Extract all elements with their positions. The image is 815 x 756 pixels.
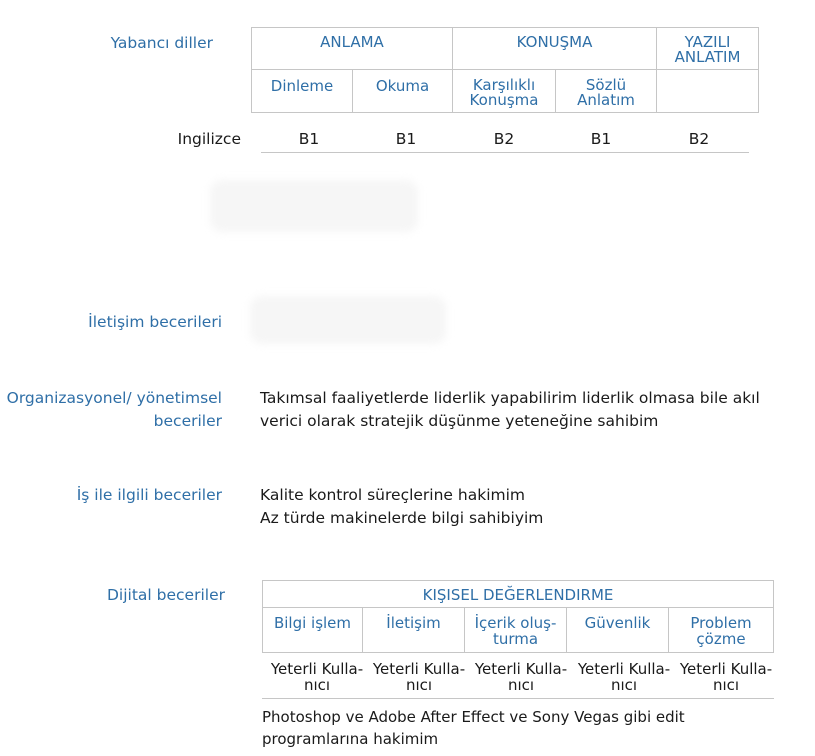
blurred-block	[250, 296, 446, 344]
digital-text: Photoshop ve Adobe After Effect ve Sony Vegas gibi edit programlarına hakimim	[262, 708, 685, 748]
row-underline	[261, 152, 749, 153]
language-name: Ingilizce	[177, 130, 241, 148]
level-yazili: B2	[688, 130, 710, 148]
job-text: Kalite kontrol süreçlerine hakimim Az türde makinelerde bilgi sahibiyim	[260, 486, 544, 527]
organizational-label: Organizasyonel/ yönetimsel beceriler	[6, 389, 222, 430]
digital-val-iletisim: Yeterli Kulla- nıcı	[372, 660, 466, 694]
digital-col-icerik: İçerik oluş- turma	[464, 607, 567, 653]
digital-col-iletisim: İletişim	[362, 607, 465, 653]
blurred-block	[210, 180, 418, 232]
digital-val-icerik: Yeterli Kulla- nıcı	[474, 660, 568, 694]
level-sozlu: B1	[590, 130, 612, 148]
digital-row-underline	[262, 698, 774, 699]
level-karsilikli: B2	[493, 130, 515, 148]
digital-label: Dijital beceriler	[107, 586, 225, 604]
digital-val-bilgi-islem: Yeterli Kulla- nıcı	[270, 660, 364, 694]
digital-col-problem: Problem çözme	[668, 607, 774, 653]
communication-label: İletişim becerileri	[88, 313, 222, 331]
organizational-text: Takımsal faaliyetlerde liderlik yapabilirim liderlik olmasa bile akıl verici olarak stratejik düşünme yeteneğine sahibim	[260, 389, 760, 430]
digital-header: KIŞISEL DEĞERLENDIRME	[262, 580, 774, 608]
subhead-okuma: Okuma	[352, 69, 453, 113]
level-okuma: B1	[395, 130, 417, 148]
level-dinleme: B1	[298, 130, 320, 148]
subhead-dinleme: Dinleme	[251, 69, 353, 113]
subhead-empty	[656, 69, 759, 113]
digital-val-problem: Yeterli Kulla- nıcı	[679, 660, 773, 694]
subhead-karsilikli-konusma: Karşılıklı Konuşma	[452, 69, 556, 113]
languages-label: Yabancı diller	[110, 34, 213, 52]
group-anlama: ANLAMA	[251, 27, 453, 70]
digital-col-bilgi-islem: Bilgi işlem	[262, 607, 363, 653]
subhead-sozlu-anlatim: Sözlü Anlatım	[555, 69, 657, 113]
job-label: İş ile ilgili beceriler	[76, 486, 222, 504]
digital-col-guvenlik: Güvenlik	[566, 607, 669, 653]
digital-val-guvenlik: Yeterli Kulla- nıcı	[577, 660, 671, 694]
group-yazili-anlatim: YAZILI ANLATIM	[656, 27, 759, 70]
group-konusma: KONUŞMA	[452, 27, 657, 70]
